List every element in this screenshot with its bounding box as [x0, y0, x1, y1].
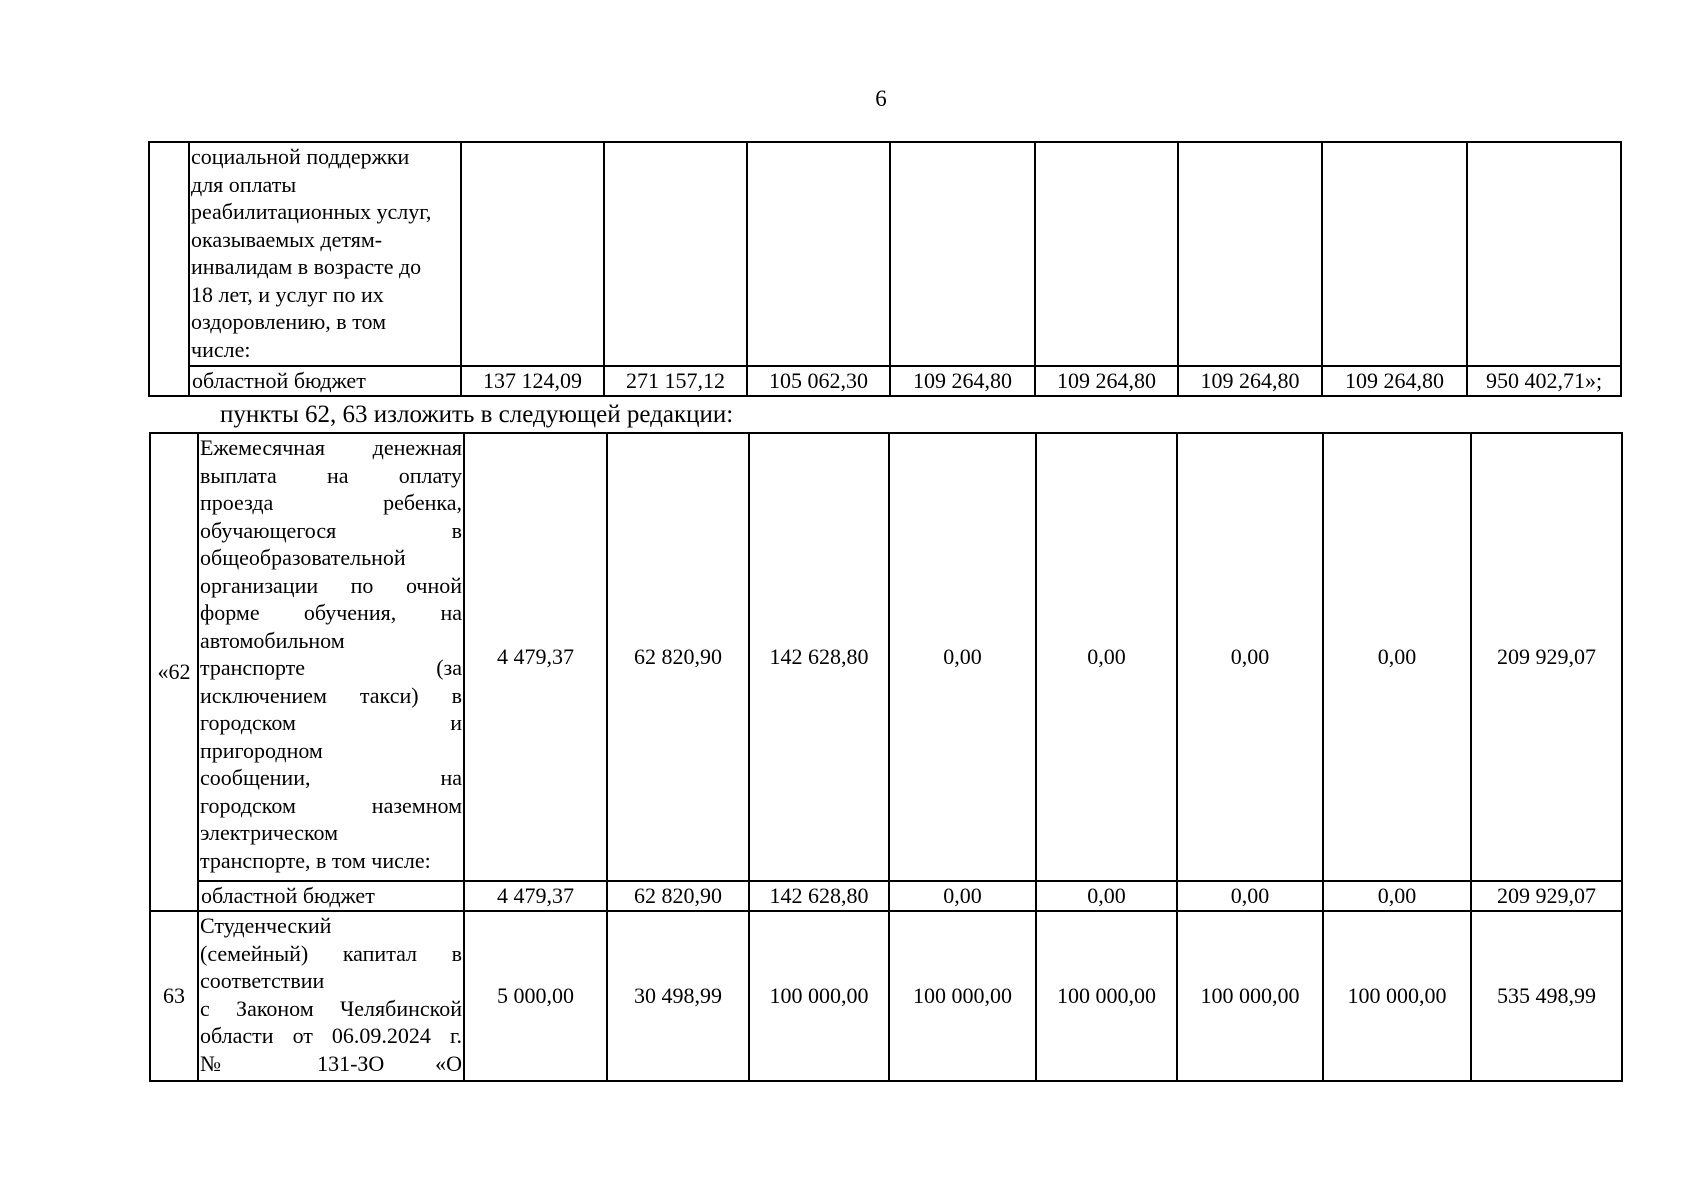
description-line: для оплаты — [191, 171, 297, 197]
value-cell — [1322, 142, 1467, 366]
description-line: с Законом Челябинской — [200, 995, 462, 1021]
description-line: сообщении, на — [200, 765, 462, 790]
budget-label: областной бюджет — [198, 881, 464, 911]
item-value: 0,00 — [889, 433, 1036, 881]
continuation-description-row — [149, 142, 1621, 366]
budget-value: 137 124,09 — [461, 366, 604, 396]
item-number: «62 — [150, 433, 198, 911]
description-line: транспорте (за — [200, 655, 462, 680]
description-line: организации по очной — [200, 572, 462, 598]
description-line: реабилитационных услуг, — [191, 199, 432, 224]
item-value: 100 000,00 — [1036, 911, 1177, 1081]
budget-value: 109 264,80 — [1322, 366, 1467, 396]
description-line: числе: — [191, 336, 251, 362]
description-line: пригородном — [200, 737, 323, 763]
description-line: № 131-ЗО «О — [200, 1050, 462, 1076]
budget-value: 142 628,80 — [749, 881, 889, 911]
item-value: 209 929,07 — [1471, 433, 1622, 881]
item-62-description — [198, 433, 464, 881]
description-line: выплата на оплату — [200, 462, 462, 488]
continuation-table — [148, 141, 1622, 397]
number-cell — [149, 142, 189, 396]
description-line: исключением такси) в — [200, 682, 462, 708]
description-line: (семейный) капитал в — [200, 940, 462, 966]
budget-value: 109 264,80 — [1035, 366, 1178, 396]
budget-label: областной бюджет — [189, 366, 461, 396]
item-value: 100 000,00 — [1177, 911, 1323, 1081]
budget-value: 209 929,07 — [1471, 881, 1622, 911]
description-line: области от 06.09.2024 г. — [200, 1023, 462, 1048]
description-line: оздоровлению, в том — [191, 309, 387, 334]
description-line: проезда ребенка, — [200, 490, 462, 515]
description-line: общеобразовательной — [200, 545, 406, 570]
description-line: оказываемых детям- — [191, 226, 383, 252]
page-number: 6 — [875, 86, 887, 111]
budget-value: 109 264,80 — [1178, 366, 1322, 396]
item-value: 30 498,99 — [607, 911, 749, 1081]
budget-row — [150, 881, 1622, 911]
item-value: 100 000,00 — [749, 911, 889, 1081]
value-cell — [461, 142, 604, 366]
description-line: автомобильном — [200, 627, 345, 653]
item-value: 535 498,99 — [1471, 911, 1622, 1081]
description-line: транспорте, в том числе: — [200, 847, 431, 873]
description-line: форме обучения, на — [200, 600, 462, 625]
item-value: 0,00 — [1036, 433, 1177, 881]
value-cell — [1467, 142, 1621, 366]
value-cell — [1178, 142, 1322, 366]
item-value: 5 000,00 — [464, 911, 607, 1081]
budget-value: 105 062,30 — [747, 366, 890, 396]
item-value: 0,00 — [1323, 433, 1471, 881]
continuation-description — [189, 142, 461, 366]
value-cell — [890, 142, 1035, 366]
budget-value: 0,00 — [1177, 881, 1323, 911]
item-63-description — [198, 911, 464, 1081]
description-line: городском наземном — [200, 792, 462, 818]
budget-value: 62 820,90 — [607, 881, 749, 911]
item-value: 4 479,37 — [464, 433, 607, 881]
description-line: электрическом — [200, 820, 339, 845]
value-cell — [1035, 142, 1178, 366]
instruction-text: пункты 62, 63 изложить в следующей редакции: — [220, 401, 734, 428]
description-line: Ежемесячная денежная — [200, 435, 462, 460]
budget-row — [149, 366, 1621, 396]
item-value: 0,00 — [1177, 433, 1323, 881]
description-line: инвалидам в возрасте до — [191, 254, 422, 279]
description-line: соответствии — [200, 968, 325, 993]
budget-value: 271 157,12 — [604, 366, 747, 396]
item-number: 63 — [150, 911, 198, 1081]
budget-value: 0,00 — [1323, 881, 1471, 911]
item-value: 62 820,90 — [607, 433, 749, 881]
items-table — [149, 432, 1623, 1082]
budget-value: 109 264,80 — [890, 366, 1035, 396]
item-value: 142 628,80 — [749, 433, 889, 881]
description-line: 18 лет, и услуг по их — [191, 281, 384, 307]
description-line: обучающегося в — [200, 517, 462, 543]
description-line: социальной поддержки — [191, 144, 410, 169]
budget-value: 4 479,37 — [464, 881, 607, 911]
budget-value: 950 402,71»; — [1467, 366, 1621, 396]
budget-value: 0,00 — [1036, 881, 1177, 911]
item-63-row — [150, 911, 1622, 1081]
value-cell — [747, 142, 890, 366]
description-line: городском и — [200, 710, 462, 735]
description-line: Студенческий — [200, 913, 332, 938]
item-62-row — [150, 433, 1622, 881]
value-cell — [604, 142, 747, 366]
budget-value: 0,00 — [889, 881, 1036, 911]
item-value: 100 000,00 — [889, 911, 1036, 1081]
item-value: 100 000,00 — [1323, 911, 1471, 1081]
